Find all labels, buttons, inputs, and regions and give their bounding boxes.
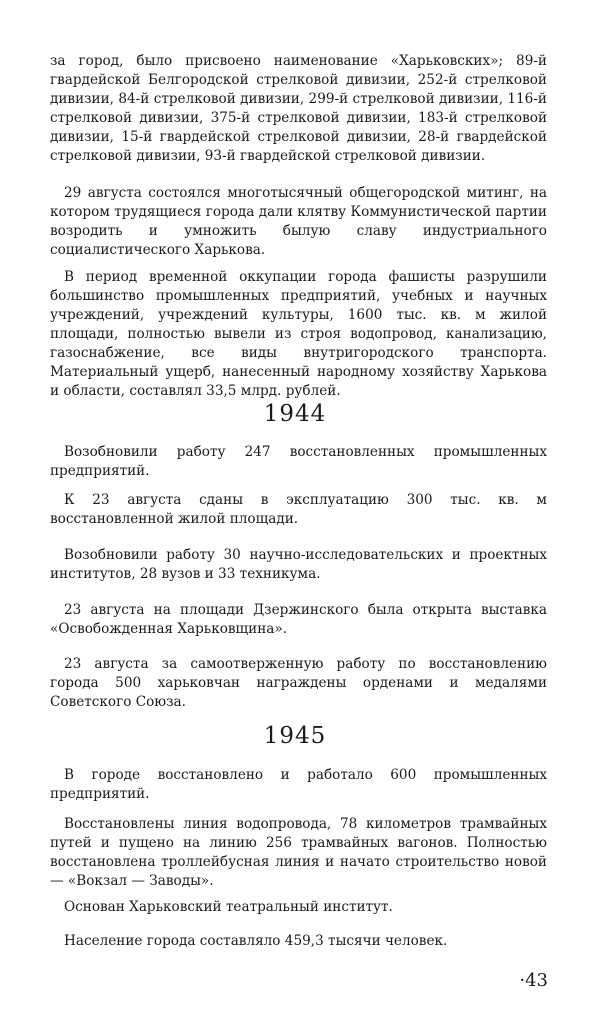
year-heading-1944: 1944: [263, 401, 327, 427]
paragraph-1945-3: Основан Харьковский театральный институт.: [64, 899, 393, 915]
page-number-value: 43: [525, 970, 548, 991]
paragraph-1945-4: Население города составляло 459,3 тысячи человек.: [64, 933, 448, 949]
paragraph-1944-3: Возобновили работу 30 научно-исследовательских и проектных институтов, 28 вузов и 33 техникума.: [50, 547, 547, 582]
year-heading-1945: 1945: [263, 723, 327, 749]
paragraph-1944-2: К 23 августа сданы в эксплуатацию 300 тыс. кв. м восстановленной жилой площади.: [50, 492, 547, 527]
paragraph-1944-1: Возобновили работу 247 восстановленных промышленных предприятий.: [50, 444, 547, 479]
intro-paragraph-1: за город, было присвоено наименование «Харьковских»; 89-й гвардейской Белгородской стрелковой дивизии, 252-й стрелковой дивизии, 84-й стрелковой дивизии, 299-й стрелковой дивизии, 116-й стрелковой дивизии, 375-й стрелковой дивизии, 183-й стрелковой дивизии, 15-й гвардейской стрелковой дивизии, 28-й гвардейской стрелковой дивизии, 93-й гвардейской стрелковой дивизии.: [50, 53, 547, 164]
intro-paragraph-3: В период временной оккупации города фашисты разрушили большинство промышленных предприятий, учебных и научных учреждений, учреждений культуры, 1600 тыс. кв. м жилой площади, полностью вывели из строя водопровод, канализацию, газоснабжение, все виды внутригородского транспорта. Материальный ущерб, нанесенный народному хозяйству Харькова и области, составлял 33,5 млрд. рублей.: [50, 269, 547, 399]
paragraph-1944-4: 23 августа на площади Дзержинского была открыта выставка «Освобожденная Харьковщина».: [50, 602, 547, 637]
intro-paragraph-2: 29 августа состоялся многотысячный общегородской митинг, на котором трудящиеся города дали клятву Коммунистической партии возродить и умножить былую славу индустриального социалистического Харькова.: [50, 185, 547, 258]
page-number: ·43: [519, 970, 548, 991]
paragraph-1945-2: Восстановлены линия водопровода, 78 километров трамвайных путей и пущено на линию 256 трамвайных вагонов. Полностью восстановлена троллейбусная линия и начато строительство новой — «Вокзал — Заводы».: [50, 816, 547, 889]
paragraph-1945-1: В городе восстановлено и работало 600 промышленных предприятий.: [50, 767, 547, 802]
paragraph-1944-5: 23 августа за самоотверженную работу по восстановлению города 500 харьковчан награждены орденами и медалями Советского Союза.: [50, 656, 547, 710]
